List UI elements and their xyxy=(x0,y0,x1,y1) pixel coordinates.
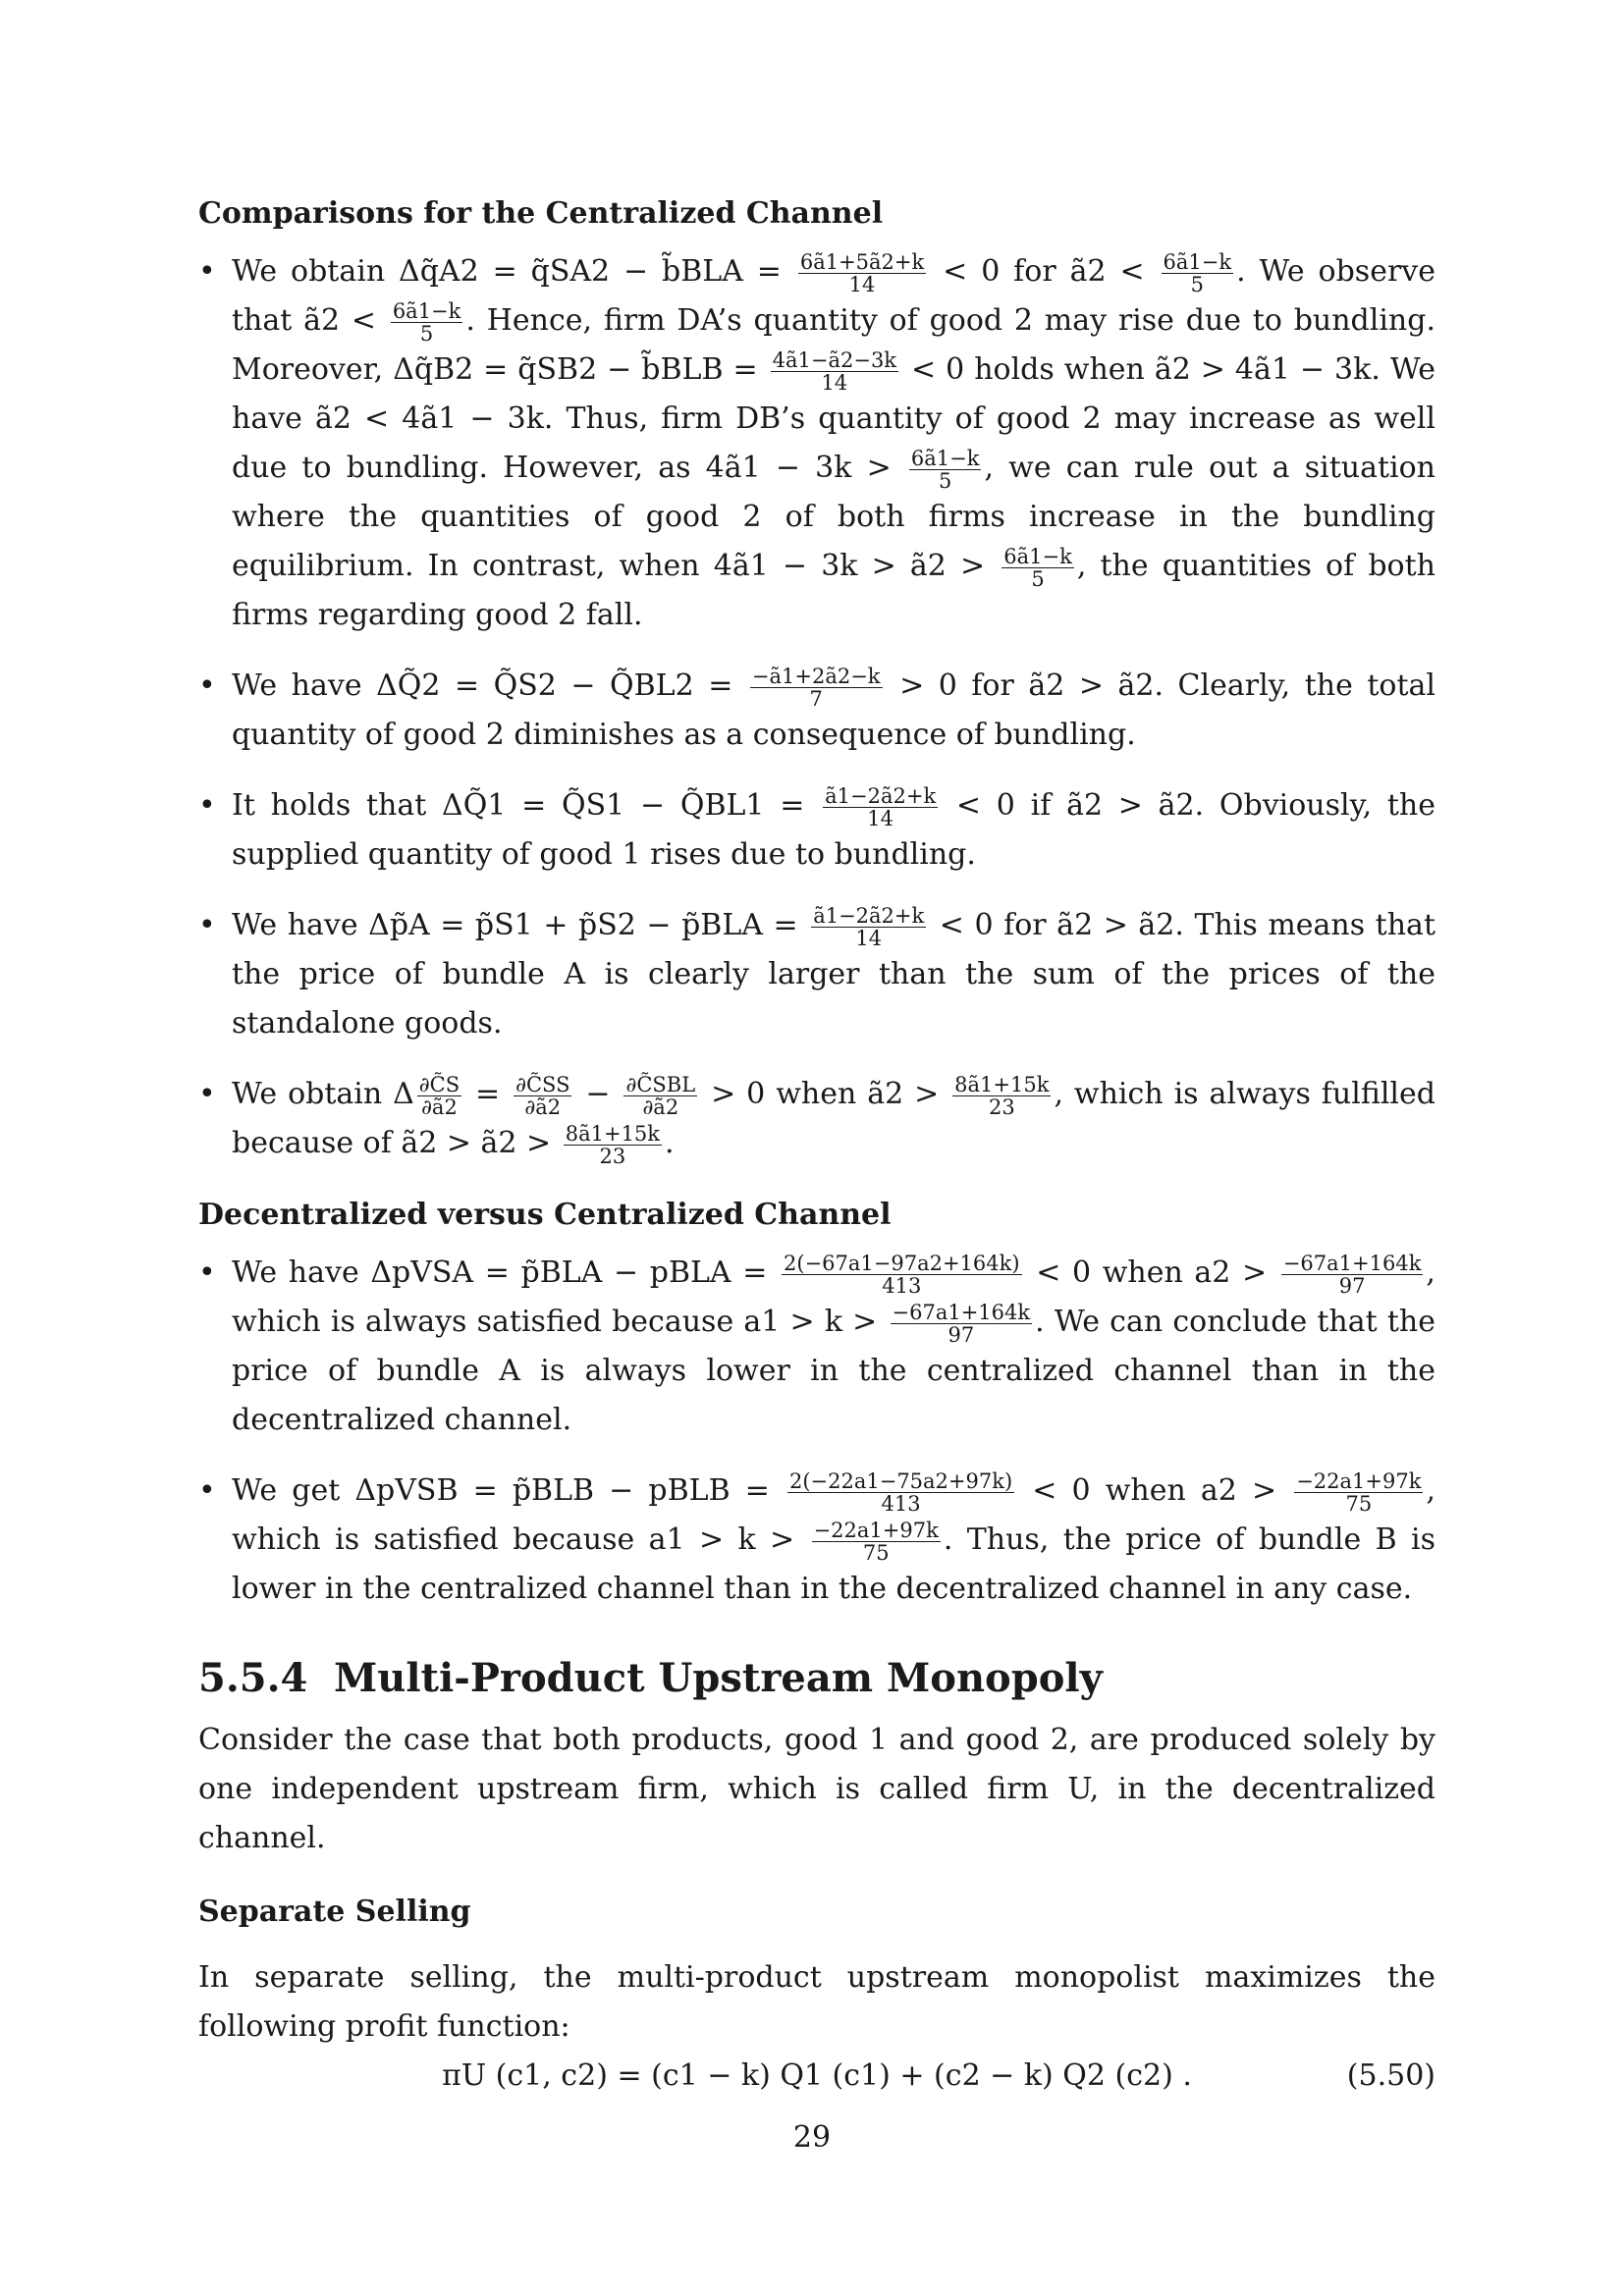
fraction: $\frac{6ã1+5ã2+k}{14}$ xyxy=(799,249,925,296)
bullet-text: . We observe that ã2 < xyxy=(232,254,1435,338)
fraction: $\frac{-67a1+164k}{97}$ xyxy=(892,1300,1031,1347)
paragraph-upstream-monopoly: Consider the case that both products, good 1 and good 2, are produced solely by one independent upstream firm, which is called firm U, in the decentralized channel. xyxy=(198,1723,1435,1855)
equation-5-50 xyxy=(198,2052,1435,2101)
fraction: $\frac{6ã1-k}{5}$ xyxy=(1163,249,1232,296)
bullet-text: < 0 when a2 > xyxy=(1032,1473,1277,1508)
bullet-text: We obtain Δq̃A2 = q̃SA2 − b̃BLA = xyxy=(232,254,782,289)
fraction: ∂C̃SBL ∂ã2 xyxy=(625,1072,696,1119)
fraction: $\frac{6ã1-k}{5}$ xyxy=(392,298,461,346)
fraction: $\frac{-ã1+2ã2-k}{7}$ xyxy=(751,664,881,711)
fraction: $\frac{8ã1+15k}{23}$ xyxy=(565,1121,661,1168)
bullet-text: We have Δp̃A = p̃S1 + p̃S2 − p̃BLA = xyxy=(232,908,798,942)
bullet-text: It holds that ΔQ̃1 = Q̃S1 − Q̃BL1 = xyxy=(232,788,805,823)
bullet-text: < 0 holds when ã2 > 4ã1 − 3k. We have ã2 < 4ã1 − 3k. Thus, firm DB’s quantity of good 2 may increase as well due to bundling. However, as 4ã1 − 3k > xyxy=(232,352,1435,485)
bullet-text: , we can rule out a situation where the quantities of good 2 of both firms increase in the bundling equilibrium. In contrast, when 4ã1 − 3k > ã2 > xyxy=(232,451,1435,583)
fraction: $\frac{-67a1+164k}{97}$ xyxy=(1282,1251,1422,1298)
subheading-decentralized-vs-centralized: Decentralized versus Centralized Channel xyxy=(198,1198,892,1232)
bullet-item-total-quantity-good2 xyxy=(198,662,1435,760)
fraction: $\frac{4ã1-ã2-3k}{14}$ xyxy=(772,347,897,395)
bullet-text: = xyxy=(475,1077,501,1111)
bullet-text: < 0 for ã2 > ã2. This means that the price of bundle A is clearly larger than the sum of the prices of the standalone goods. xyxy=(232,908,1435,1041)
bullet-item-quantity-good2 xyxy=(198,247,1435,640)
bullet-text: < 0 when a2 > xyxy=(1036,1255,1268,1290)
bullet-text: We obtain Δ xyxy=(232,1077,414,1111)
subheading-comparisons-centralized: Comparisons for the Centralized Channel xyxy=(198,196,884,231)
fraction: $\frac{2(-22a1-75a2+97k)}{413}$ xyxy=(788,1468,1013,1516)
bullet-item-price-bundle-b-channels xyxy=(198,1467,1435,1614)
section-number: 5.5.4 xyxy=(198,1655,308,1701)
bullet-text: > 0 for ã2 > ã2. Clearly, the total quantity of good 2 diminishes as a consequence of bundling. xyxy=(232,668,1435,752)
bullet-text: We get ΔpVSB = p̃BLB − pBLB = xyxy=(232,1473,770,1508)
fraction: $\frac{ã1-2ã2+k}{14}$ xyxy=(813,903,925,950)
fraction: $\frac{2(-67a1-97a2+164k)}{413}$ xyxy=(784,1251,1020,1298)
bullet-text: We have ΔQ̃2 = Q̃S2 − Q̃BL2 = xyxy=(232,668,733,703)
section-heading xyxy=(198,1651,1435,1706)
bullet-text: . We can conclude that the price of bundle A is always lower in the centralized channel than in the decentralized channel. xyxy=(232,1305,1435,1437)
bullet-text: , the quantities of both firms regarding good 2 fall. xyxy=(232,549,1435,632)
bullet-list-decentralized xyxy=(198,1249,1435,1614)
bullet-text: . Hence, firm DA’s quantity of good 2 may rise due to bundling. Moreover, Δq̃B2 = q̃SB2 − b̃BLB = xyxy=(232,303,1435,387)
page-number: 29 xyxy=(792,2120,832,2155)
section-title: Multi-Product Upstream Monopoly xyxy=(334,1655,1103,1701)
fraction: $\frac{-22a1+97k}{75}$ xyxy=(813,1518,939,1565)
fraction: $\frac{8ã1+15k}{23}$ xyxy=(954,1072,1050,1119)
bullet-text: , which is satisfied because a1 > k > xyxy=(232,1473,1435,1557)
bullet-text: > 0 when ã2 > xyxy=(711,1077,940,1111)
fraction: $\frac{\partial C̃SS}{\partial ã2}$ xyxy=(515,1072,570,1119)
bullet-list-centralized xyxy=(198,247,1435,1168)
fraction: $\frac{ã1-2ã2+k}{14}$ xyxy=(825,783,937,830)
bullet-text: < 0 for ã2 < xyxy=(943,254,1145,289)
bullet-item-price-bundle-a xyxy=(198,901,1435,1048)
bullet-text: . xyxy=(665,1126,675,1160)
subheading-separate-selling: Separate Selling xyxy=(198,1895,471,1929)
fraction: $\frac{6ã1-k}{5}$ xyxy=(1003,544,1072,591)
fraction: $\frac{-22a1+97k}{75}$ xyxy=(1296,1468,1422,1516)
bullet-text: We have ΔpVSA = p̃BLA − pBLA = xyxy=(232,1255,768,1290)
bullet-text: , which is always fulfilled because of ã2 > ã2 > xyxy=(232,1077,1435,1160)
bullet-text: , which is always satisfied because a1 > k > xyxy=(232,1255,1435,1339)
bullet-text: . Thus, the price of bundle B is lower in the centralized channel than in the decentralized channel in any case. xyxy=(232,1522,1436,1606)
paragraph-separate-selling: In separate selling, the multi-product upstream monopolist maximizes the following profit function: xyxy=(198,1960,1435,2044)
bullet-item-price-bundle-a-channels xyxy=(198,1249,1435,1445)
bullet-text: − xyxy=(585,1077,611,1111)
bullet-item-quantity-good1 xyxy=(198,781,1435,880)
page-content xyxy=(198,194,1435,2101)
equation-number: (5.50) xyxy=(1346,2058,1435,2093)
fraction: $\frac{6ã1-k}{5}$ xyxy=(910,446,980,493)
bullet-item-consumer-surplus xyxy=(198,1070,1435,1168)
equation-body: πU (c1, c2) = (c1 − k) Q1 (c1) + (c2 − k) Q2 (c2) . xyxy=(442,2058,1192,2093)
bullet-text: < 0 if ã2 > ã2. Obviously, the supplied quantity of good 1 rises due to bundling. xyxy=(232,788,1435,872)
fraction: $\frac{\partial C̃S}{\partial ã2}$ xyxy=(418,1072,460,1119)
